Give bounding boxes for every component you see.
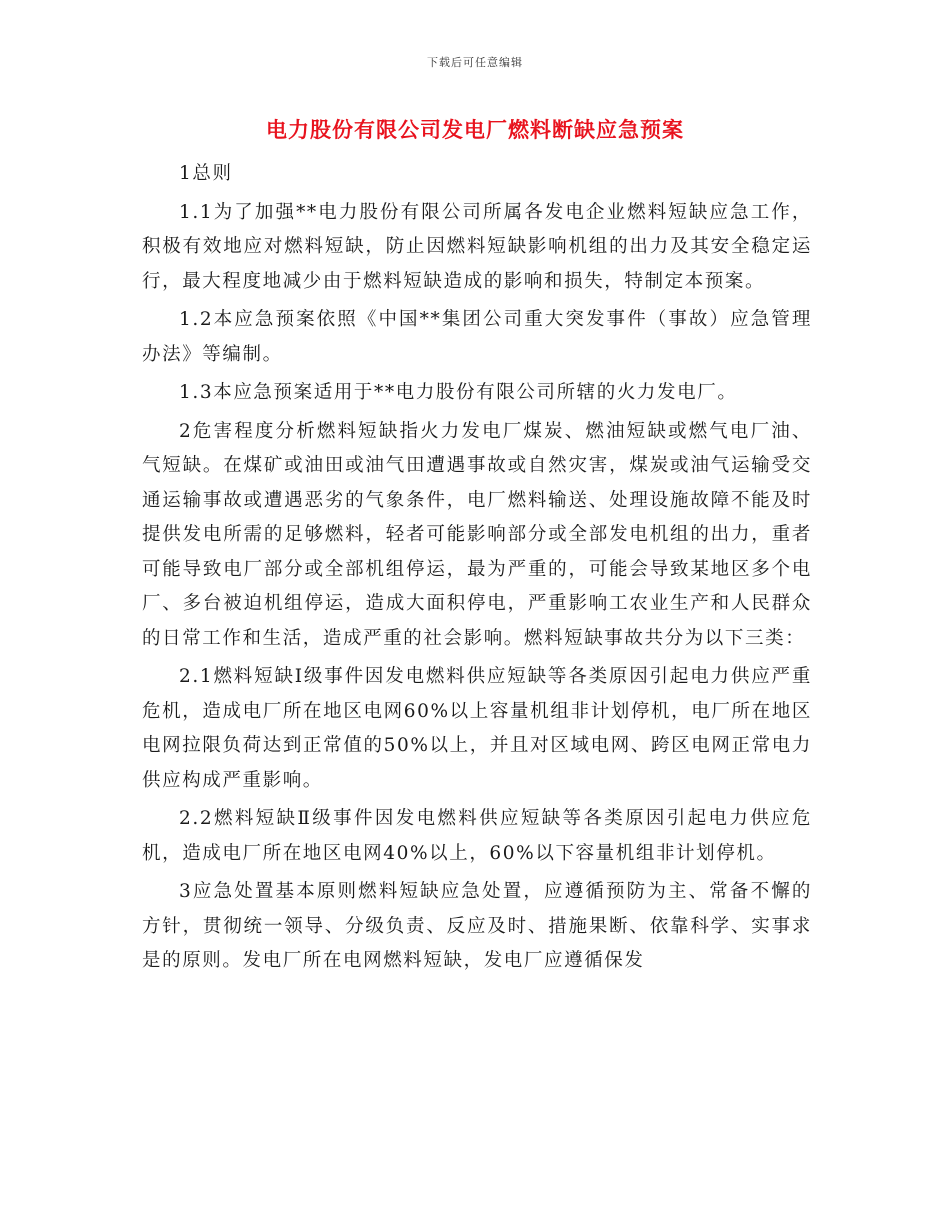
document-title: 电力股份有限公司发电厂燃料断缺应急预案	[266, 118, 684, 142]
document-body	[142, 157, 812, 979]
paragraph-1-1: 1.1为了加强**电力股份有限公司所属各发电企业燃料短缺应急工作，积极有效地应对燃料短缺，防止因燃料短缺影响机组的出力及其安全稳定运行，最大程度地减少由于燃料短缺造成的影响和损失，特制定本预案。	[142, 201, 812, 292]
paragraph-1-2: 1.2本应急预案依照《中国**集团公司重大突发事件（事故）应急管理办法》等编制。	[142, 309, 812, 365]
paragraph-hazard-analysis: 2危害程度分析燃料短缺指火力发电厂煤炭、燃油短缺或燃气电厂油、气短缺。在煤矿或油田或油气田遭遇事故或自然灾害，煤炭或油气运输受交通运输事故或遭遇恶劣的气象条件，电厂燃料输送、处理设施故障不能及时提供发电所需的足够燃料，轻者可能影响部分或全部发电机组的出力，重者可能导致电厂部分或全部机组停运，最为严重的，可能会导致某地区多个电厂、多台被迫机组停运，造成大面积停电，严重影响工农业生产和人民群众的日常工作和生活，造成严重的社会影响。燃料短缺事故共分为以下三类：	[142, 420, 812, 649]
paragraph-1-3: 1.3本应急预案适用于**电力股份有限公司所辖的火力发电厂。	[179, 382, 738, 403]
paragraph-response-principles: 3应急处置基本原则燃料短缺应急处置，应遵循预防为主、常备不懈的方针，贯彻统一领导、分级负责、反应及时、措施果断、依靠科学、实事求是的原则。发电厂所在电网燃料短缺，发电厂应遵循保发	[142, 881, 812, 971]
paragraph-2-1: 2.1燃料短缺Ⅰ级事件因发电燃料供应短缺等各类原因引起电力供应严重危机，造成电厂所在地区电网60%以上容量机组非计划停机，电厂所在地区电网拉限负荷达到正常值的50%以上，并且对区域电网、跨区电网正常电力供应构成严重影响。	[142, 666, 812, 791]
paragraph-general-principles: 1总则	[179, 163, 233, 184]
paragraph-2-2: 2.2燃料短缺Ⅱ级事件因发电燃料供应短缺等各类原因引起电力供应危机，造成电厂所在地区电网40%以上，60%以下容量机组非计划停机。	[142, 808, 812, 864]
page-header-note: 下载后可任意编辑	[427, 56, 523, 69]
